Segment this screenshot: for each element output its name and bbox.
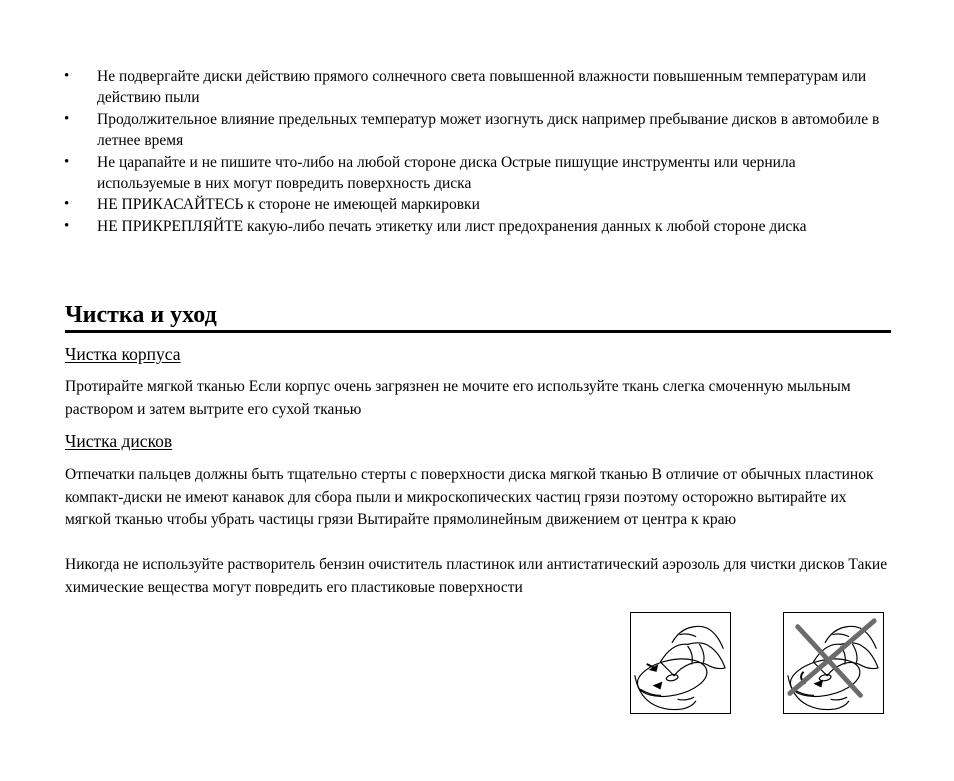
bullet-icon: •: [64, 153, 70, 170]
body-cleaning-heading: Чистка корпуса: [65, 344, 181, 364]
list-item-text: Не царапайте и не пишите что-либо на любой стороне диска Острые пишущие инструменты или чернила используемые в них могут повредить поверхность диска: [97, 153, 796, 193]
list-item: [62, 66, 892, 109]
disc-wipe-correct-illustration: [630, 612, 731, 714]
disc-cleaning-heading: Чистка дисков: [65, 431, 173, 451]
disc-wipe-correct-icon: [631, 613, 730, 713]
bullet-icon: •: [64, 110, 70, 127]
list-item: [62, 194, 892, 215]
list-item-text: НЕ ПРИКРЕПЛЯЙТЕ какую-либо печать этикетку или лист предохранения данных к любой стороне диска: [97, 217, 807, 235]
section-title: Чистка и уход: [65, 300, 891, 333]
list-item: [62, 152, 892, 195]
disc-wipe-wrong-illustration: [783, 612, 884, 714]
bullet-icon: •: [64, 217, 70, 234]
bullet-icon: •: [64, 68, 70, 84]
disc-cleaning-warning-text: Никогда не используйте растворитель бензин очиститель пластинок или антистатический аэрозоль для чистки дисков Такие химические вещества могут повредить его пластиковые поверхности: [65, 556, 888, 596]
bullet-icon: •: [64, 196, 70, 213]
list-item-text: НЕ ПРИКАСАЙТЕСЬ к стороне не имеющей маркировки: [97, 196, 480, 214]
list-item: [62, 216, 892, 237]
list-item-text: Не подвергайте диски действию прямого солнечного света повышенной влажности повышенным температурам или действию пыли: [97, 68, 867, 107]
disc-wipe-wrong-icon: [784, 613, 883, 713]
list-item: [62, 109, 892, 152]
disc-cleaning-text: Отпечатки пальцев должны быть тщательно стерты с поверхности диска мягкой тканью В отличие от обычных пластинок компакт-диски не имеют канавок для сбора пыли и микроскопических частиц грязи поэтому осторожно вытирайте их мягкой тканью чтобы убрать частицы грязи Вытирайте прямолинейным движением от центра к краю: [65, 466, 874, 528]
body-cleaning-text: Протирайте мягкой тканью Если корпус очень загрязнен не мочите его используйте ткань слегка смоченную мыльным раствором и затем вытрите его сухой тканью: [65, 378, 851, 418]
list-item-text: Продолжительное влияние предельных температур может изогнуть диск например пребывание дисков в автомобиле в летнее время: [97, 110, 880, 150]
precautions-list: [62, 66, 892, 237]
